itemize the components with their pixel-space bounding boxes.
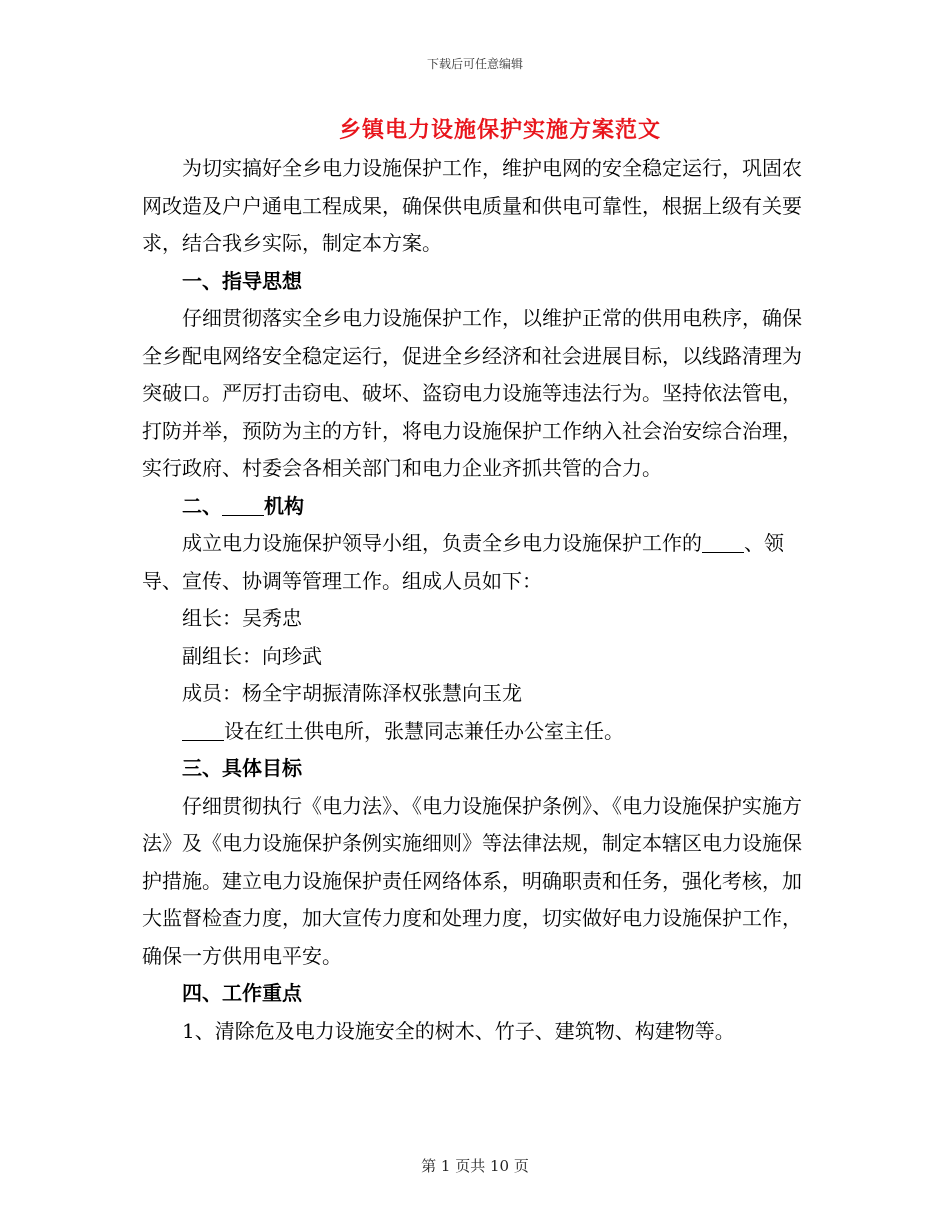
blank-line bbox=[702, 532, 744, 553]
section-2-body-part2: 、领导、宣传、协调等管理工作。组成人员如下： bbox=[142, 531, 784, 593]
blank-line bbox=[222, 495, 264, 516]
section-2-body bbox=[142, 525, 802, 600]
section-2-heading-suffix: 机构 bbox=[264, 493, 304, 518]
section-3-body: 仔细贯彻执行《电力法》、《电力设施保护条例》、《电力设施保护实施方法》及《电力设施保护条例实施细则》等法律法规，制定本辖区电力设施保护措施。建立电力设施保护责任网络体系，明确职责和任务，强化考核，加大监督检查力度，加大宣传力度和处理力度，切实做好电力设施保护工作，确保一方供用电平安。 bbox=[142, 793, 802, 968]
section-2-heading bbox=[142, 488, 802, 526]
office-line bbox=[142, 713, 802, 751]
document-body bbox=[142, 150, 802, 1050]
group-members: 成员：杨全宇胡振清陈泽权张慧向玉龙 bbox=[182, 681, 522, 705]
section-4-heading: 四、工作重点 bbox=[182, 981, 302, 1005]
header-note: 下载后可任意编辑 bbox=[426, 57, 523, 71]
intro-paragraph: 为切实搞好全乡电力设施保护工作，维护电网的安全稳定运行，巩固农网改造及户户通电工程成果，确保供电质量和供电可靠性，根据上级有关要求，结合我乡实际，制定本方案。 bbox=[142, 156, 802, 255]
blank-line bbox=[182, 720, 224, 741]
section-2-heading-prefix: 二、 bbox=[182, 493, 222, 518]
group-leader: 组长：吴秀忠 bbox=[182, 606, 302, 630]
deputy-leader: 副组长：向珍武 bbox=[182, 643, 322, 668]
section-4-item-1: 1、清除危及电力设施安全的树木、竹子、建筑物、构建物等。 bbox=[182, 1018, 735, 1043]
section-1-body: 仔细贯彻落实全乡电力设施保护工作，以维护正常的供用电秩序，确保全乡配电网络安全稳定运行，促进全乡经济和社会进展目标，以线路清理为突破口。严厉打击窃电、破坏、盗窃电力设施等违法行为。坚持依法管电，打防并举，预防为主的方针，将电力设施保护工作纳入社会治安综合治理，实行政府、村委会各相关部门和电力企业齐抓共管的合力。 bbox=[142, 306, 802, 480]
office-line-text: 设在红土供电所，张慧同志兼任办公室主任。 bbox=[224, 718, 624, 743]
page-footer: 第 1 页共 10 页 bbox=[421, 1157, 529, 1175]
section-1-heading: 一、指导思想 bbox=[182, 268, 302, 293]
section-3-heading: 三、具体目标 bbox=[182, 756, 302, 780]
section-2-body-part1: 成立电力设施保护领导小组，负责全乡电力设施保护工作的 bbox=[182, 531, 702, 555]
document-title: 乡镇电力设施保护实施方案范文 bbox=[338, 117, 661, 143]
